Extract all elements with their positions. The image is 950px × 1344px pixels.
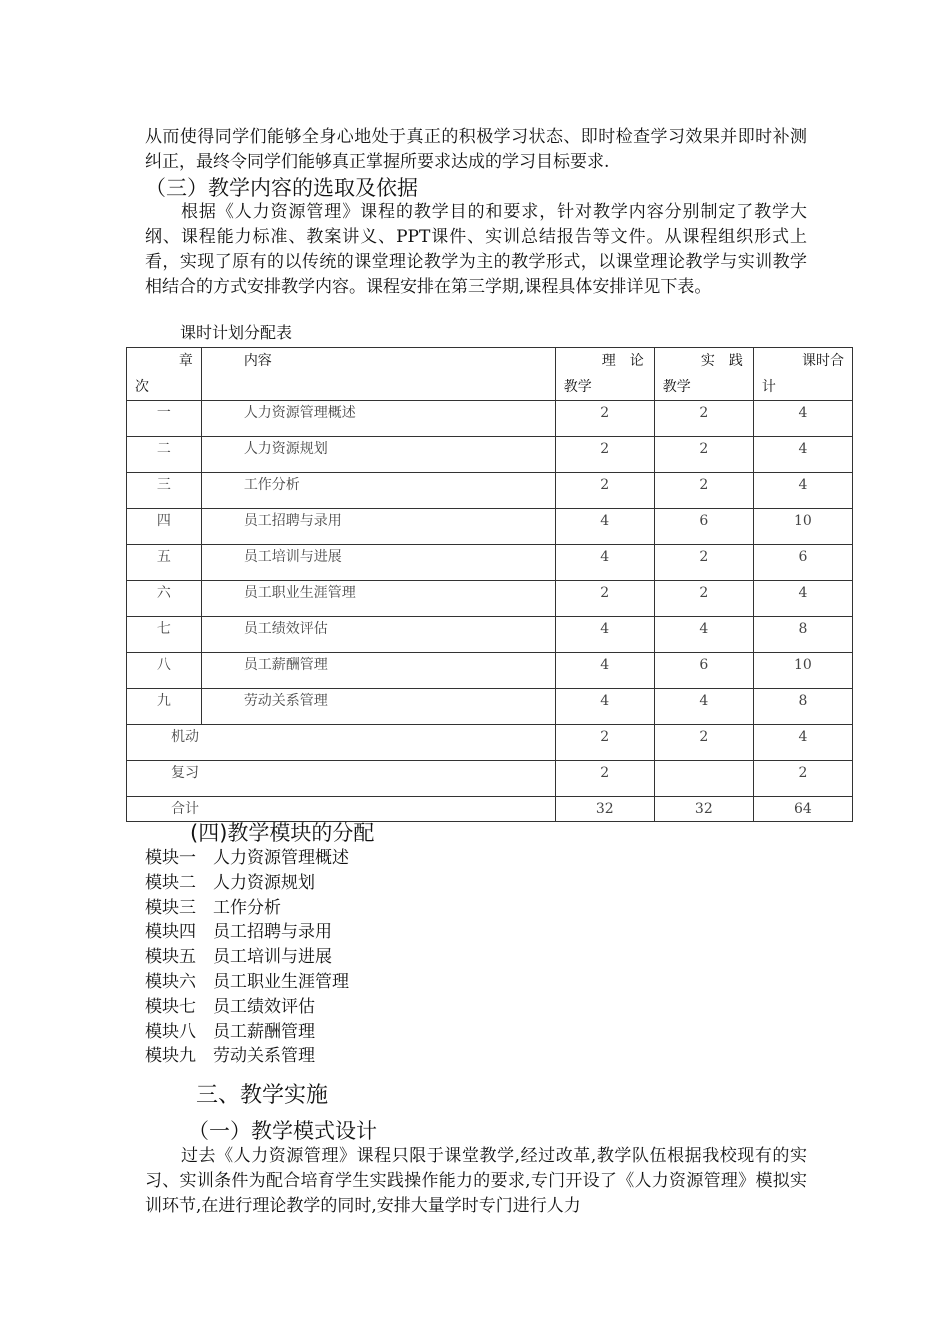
content-cell: 劳动关系管理 [201, 689, 555, 725]
chapter-cell: 九 [127, 689, 202, 725]
practice-cell: 2 [654, 401, 753, 437]
part-3-heading: 三、教学实施 [196, 1083, 329, 1108]
header-total: 课时合 计 [753, 348, 852, 401]
list-item: 模块七 员工绩效评估 [145, 996, 315, 1017]
table-row [127, 437, 853, 473]
table-row-flexible [127, 725, 853, 761]
theory-cell: 2 [555, 581, 654, 617]
content-cell: 人力资源管理概述 [201, 401, 555, 437]
theory-cell: 2 [555, 761, 654, 797]
list-item: 模块一 人力资源管理概述 [145, 848, 349, 868]
theory-cell: 4 [555, 545, 654, 581]
section-4-heading: (四)教学模块的分配 [190, 821, 375, 845]
content-cell: 工作分析 [201, 473, 555, 509]
total-cell: 8 [753, 617, 852, 653]
table-row [127, 473, 853, 509]
list-item: 模块五 员工培训与进展 [145, 947, 332, 968]
header-theory: 理 论 教学 [555, 348, 654, 401]
list-item: 模块四 员工招聘与录用 [145, 922, 332, 943]
practice-cell: 2 [654, 581, 753, 617]
total-cell: 4 [753, 401, 852, 437]
list-item: 模块二 人力资源规划 [145, 872, 315, 893]
theory-cell: 2 [555, 401, 654, 437]
table-row [127, 653, 853, 689]
chapter-cell: 五 [127, 545, 202, 581]
table-row [127, 401, 853, 437]
chapter-cell: 三 [127, 473, 202, 509]
table-row [127, 617, 853, 653]
chapter-cell: 七 [127, 617, 202, 653]
table-row-total [127, 797, 853, 822]
list-item: 模块九 劳动关系管理 [145, 1046, 315, 1067]
practice-cell: 2 [654, 545, 753, 581]
table-row [127, 689, 853, 725]
chapter-cell: 四 [127, 509, 202, 545]
practice-cell: 2 [654, 473, 753, 509]
theory-cell: 4 [555, 509, 654, 545]
practice-cell: 4 [654, 617, 753, 653]
label-cell: 机动 [127, 725, 556, 761]
theory-cell: 2 [555, 437, 654, 473]
label-cell: 合计 [127, 797, 556, 822]
content-cell: 人力资源规划 [201, 437, 555, 473]
header-chapter: 章 次 [127, 348, 202, 401]
theory-cell: 4 [555, 689, 654, 725]
practice-cell [654, 761, 753, 797]
total-cell: 4 [753, 473, 852, 509]
content-cell: 员工薪酬管理 [201, 653, 555, 689]
theory-cell: 2 [555, 725, 654, 761]
chapter-cell: 二 [127, 437, 202, 473]
theory-cell: 4 [555, 617, 654, 653]
practice-cell: 6 [654, 653, 753, 689]
header-practice: 实 践 教学 [654, 348, 753, 401]
table-row [127, 545, 853, 581]
section-3-paragraph: 根据《人力资源管理》课程的教学目的和要求，针对教学内容分别制定了教学大纲、课程能力标准、教案讲义、PPT课件、实训总结报告等文件。从课程组织形式上看，实现了原有的以传统的课堂理论教学为主的教学形式，以课堂理论教学与实训教学相结合的方式安排教学内容。课程安排在第三学期,课程具体安排详见下表。 [145, 202, 807, 297]
theory-cell: 4 [555, 653, 654, 689]
list-item: 模块八 员工薪酬管理 [145, 1021, 315, 1042]
content-cell: 员工培训与进展 [201, 545, 555, 581]
practice-cell: 4 [654, 689, 753, 725]
total-cell: 4 [753, 581, 852, 617]
total-cell: 4 [753, 437, 852, 473]
practice-cell: 2 [654, 725, 753, 761]
section-3-1-heading: （一）教学模式设计 [188, 1119, 377, 1143]
total-cell: 2 [753, 761, 852, 797]
total-cell: 6 [753, 545, 852, 581]
practice-cell: 32 [654, 797, 753, 822]
practice-cell: 6 [654, 509, 753, 545]
chapter-cell: 八 [127, 653, 202, 689]
theory-cell: 32 [555, 797, 654, 822]
chapter-cell: 一 [127, 401, 202, 437]
intro-paragraph: 从而使得同学们能够全身心地处于真正的积极学习状态、即时检查学习效果并即时补测纠正，最终令同学们能够真正掌握所要求达成的学习目标要求. [145, 127, 807, 172]
header-content: 内容 [201, 348, 555, 401]
module-list [145, 846, 349, 1069]
hours-allocation-table [126, 347, 853, 822]
table-row-review [127, 761, 853, 797]
list-item: 模块六 员工职业生涯管理 [145, 971, 349, 992]
total-cell: 4 [753, 725, 852, 761]
label-cell: 复习 [127, 761, 556, 797]
practice-cell: 2 [654, 437, 753, 473]
total-cell: 8 [753, 689, 852, 725]
section-3-heading: （三）教学内容的选取及依据 [145, 176, 418, 200]
content-cell: 员工职业生涯管理 [201, 581, 555, 617]
table-row [127, 581, 853, 617]
theory-cell: 2 [555, 473, 654, 509]
table-row [127, 509, 853, 545]
table-header-row [127, 348, 853, 401]
table-caption: 课时计划分配表 [180, 323, 293, 342]
total-cell: 10 [753, 509, 852, 545]
section-3-1-paragraph: 过去《人力资源管理》课程只限于课堂教学,经过改革,教学队伍根据我校现有的实习、实训条件为配合培育学生实践操作能力的要求,专门开设了《人力资源管理》模拟实训环节,在进行理论教学的同时,安排大量学时专门进行人力 [145, 1146, 807, 1216]
content-cell: 员工招聘与录用 [201, 509, 555, 545]
list-item: 模块三 工作分析 [145, 897, 281, 918]
chapter-cell: 六 [127, 581, 202, 617]
content-cell: 员工绩效评估 [201, 617, 555, 653]
total-cell: 10 [753, 653, 852, 689]
total-cell: 64 [753, 797, 852, 822]
